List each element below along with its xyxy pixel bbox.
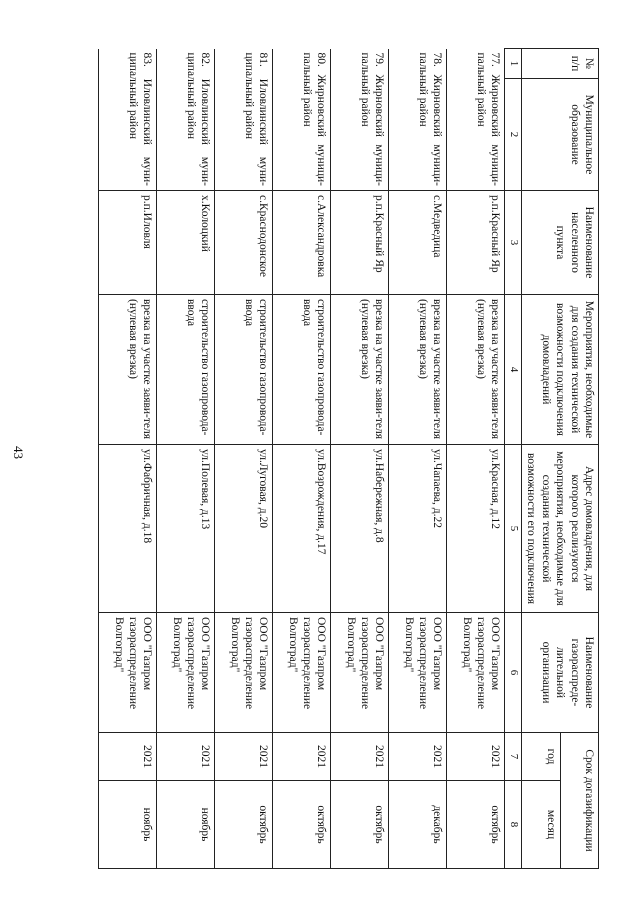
row-number: 81.: [257, 52, 270, 67]
address-cell: ул.Фабричная, д.18: [99, 445, 157, 613]
header-year: год: [522, 733, 560, 781]
measures-cell: врезка на участке заяви-теля (нулевая врезка): [447, 295, 505, 445]
table-row: [215, 49, 273, 869]
measures-cell: строительство газопровода-ввода: [157, 295, 215, 445]
measures-cell: врезка на участке заяви-теля (нулевая врезка): [389, 295, 447, 445]
col-num-7: 7: [505, 733, 522, 781]
row-number: 82.: [199, 52, 212, 67]
gasification-table: [98, 48, 599, 869]
row-number: 78.: [431, 52, 444, 67]
address-cell: ул.Возрождения, д.17: [273, 445, 331, 613]
month-cell: октябрь: [215, 781, 273, 869]
header-settlement: Наименование населенного пункта: [522, 191, 599, 295]
header-row: [560, 49, 598, 869]
org-cell: ООО "Газпром газораспределение Волгоград": [99, 613, 157, 733]
settlement-cell: с.Александровка: [273, 191, 331, 295]
year-cell: 2021: [215, 733, 273, 781]
address-cell: ул.Луговая, д.20: [215, 445, 273, 613]
row-number-municipality-cell: [157, 49, 215, 191]
year-cell: 2021: [273, 733, 331, 781]
row-number-municipality-cell: [215, 49, 273, 191]
table-row: [447, 49, 505, 869]
address-cell: ул.Набережная, д.8: [331, 445, 389, 613]
table-row: [99, 49, 157, 869]
col-num-2: 2: [505, 79, 522, 191]
settlement-cell: р.п.Красный Яр: [447, 191, 505, 295]
header-month: месяц: [522, 781, 560, 869]
month-cell: октябрь: [447, 781, 505, 869]
year-cell: 2021: [331, 733, 389, 781]
org-cell: ООО "Газпром газораспределение Волгоград": [215, 613, 273, 733]
year-cell: 2021: [389, 733, 447, 781]
org-cell: ООО "Газпром газораспределение Волгоград": [331, 613, 389, 733]
header-term: Срок догазификации: [560, 733, 598, 869]
month-cell: ноябрь: [99, 781, 157, 869]
col-num-6: 6: [505, 613, 522, 733]
settlement-cell: х.Колоцкий: [157, 191, 215, 295]
column-number-row: [505, 49, 522, 869]
row-number-municipality-cell: [99, 49, 157, 191]
row-number-municipality-cell: [447, 49, 505, 191]
municipality-cell: Жирновский муници-пальный район: [359, 52, 386, 187]
row-number: 79.: [373, 52, 386, 67]
measures-cell: строительство газопровода-ввода: [273, 295, 331, 445]
table-wrapper: [59, 48, 599, 868]
year-cell: 2021: [157, 733, 215, 781]
rotated-table-container: [59, 48, 599, 868]
header-org: Наименование газораспреде-лительной организации: [522, 613, 599, 733]
municipality-cell: Жирновский муници-пальный район: [475, 52, 502, 187]
address-cell: ул.Полевая, д.13: [157, 445, 215, 613]
row-number-municipality-cell: [331, 49, 389, 191]
col-num-8: 8: [505, 781, 522, 869]
org-cell: ООО "Газпром газораспределение Волгоград": [273, 613, 331, 733]
header-address: Адрес домовладения, для которого реализуются мероприятия, необходимые для создания технической возможности его подключения: [522, 445, 599, 613]
measures-cell: врезка на участке заяви-теля (нулевая врезка): [99, 295, 157, 445]
month-cell: октябрь: [331, 781, 389, 869]
address-cell: ул.Чапаева, д.22: [389, 445, 447, 613]
org-cell: ООО "Газпром газораспределение Волгоград": [447, 613, 505, 733]
measures-cell: врезка на участке заяви-теля (нулевая врезка): [331, 295, 389, 445]
col-num-4: 4: [505, 295, 522, 445]
month-cell: октябрь: [273, 781, 331, 869]
row-number: 80.: [315, 52, 328, 67]
month-cell: ноябрь: [157, 781, 215, 869]
measures-cell: строительство газопровода-ввода: [215, 295, 273, 445]
header-num: № п/п: [522, 49, 599, 79]
page-number: 43: [11, 446, 26, 459]
col-num-1: 1: [505, 49, 522, 79]
row-number: 83.: [141, 52, 154, 67]
table-row: [331, 49, 389, 869]
settlement-cell: с.Краснодонское: [215, 191, 273, 295]
col-num-3: 3: [505, 191, 522, 295]
month-cell: декабрь: [389, 781, 447, 869]
year-cell: 2021: [447, 733, 505, 781]
table-row: [389, 49, 447, 869]
municipality-cell: Жирновский муници-пальный район: [301, 52, 328, 187]
municipality-cell: Жирновский муници-пальный район: [417, 52, 444, 187]
header-municipality: Муниципальное образование: [522, 79, 599, 191]
row-number: 77.: [489, 52, 502, 67]
row-number-municipality-cell: [389, 49, 447, 191]
table-row: [157, 49, 215, 869]
municipality-cell: Иловлинский муни-ципальный район: [185, 52, 212, 186]
col-num-5: 5: [505, 445, 522, 613]
year-cell: 2021: [99, 733, 157, 781]
settlement-cell: с.Медведица: [389, 191, 447, 295]
org-cell: ООО "Газпром газораспределение Волгоград": [157, 613, 215, 733]
table-row: [273, 49, 331, 869]
settlement-cell: р.п.Иловля: [99, 191, 157, 295]
settlement-cell: р.п.Красный Яр: [331, 191, 389, 295]
org-cell: ООО "Газпром газораспределение Волгоград": [389, 613, 447, 733]
address-cell: ул.Красная, д.12: [447, 445, 505, 613]
municipality-cell: Иловлинский муни-ципальный район: [127, 52, 154, 186]
header-measures: Мероприятия, необходимые для создания технической возможности подключения домовладений: [522, 295, 599, 445]
row-number-municipality-cell: [273, 49, 331, 191]
municipality-cell: Иловлинский муни-ципальный район: [243, 52, 270, 186]
